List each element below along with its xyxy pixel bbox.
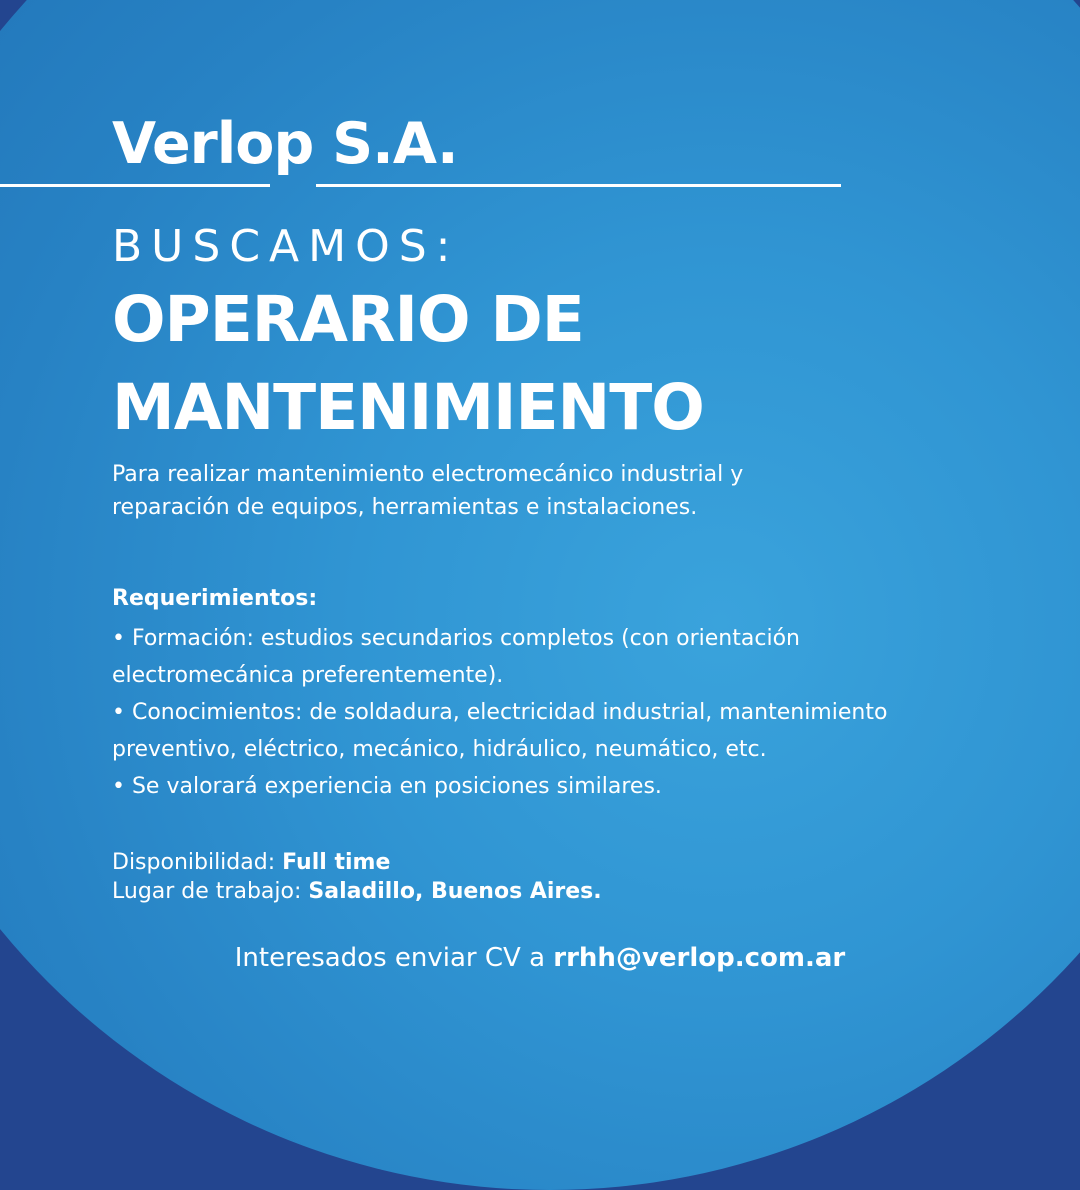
requirement-line: • Conocimientos: de soldadura, electricidad industrial, mantenimiento xyxy=(112,700,888,725)
contact-line xyxy=(0,940,1080,976)
brand-underline-right xyxy=(316,184,841,187)
brand-underline-left xyxy=(0,184,270,187)
job-title-line-2: MANTENIMIENTO xyxy=(112,371,704,444)
description-line-2: reparación de equipos, herramientas e instalaciones. xyxy=(112,495,698,520)
availability-label: Disponibilidad: xyxy=(112,850,276,875)
job-details xyxy=(112,848,602,906)
requirements-heading: Requerimientos: xyxy=(112,586,318,611)
requirement-line: • Se valorará experiencia en posiciones similares. xyxy=(112,774,662,799)
kicker-text: BUSCAMOS: xyxy=(112,221,460,272)
location-label: Lugar de trabajo: xyxy=(112,879,302,904)
description-line-1: Para realizar mantenimiento electromecánico industrial y xyxy=(112,462,744,487)
contact-email: rrhh@verlop.com.ar xyxy=(553,943,846,973)
brand-name: Verlop S.A. xyxy=(112,111,458,177)
requirement-line: preventivo, eléctrico, mecánico, hidráulico, neumático, etc. xyxy=(112,737,767,762)
requirement-line: electromecánica preferentemente). xyxy=(112,663,504,688)
availability-row xyxy=(112,848,602,877)
job-title-line-1: OPERARIO DE xyxy=(112,283,584,356)
location-row xyxy=(112,877,602,906)
requirement-line: • Formación: estudios secundarios completos (con orientación xyxy=(112,626,800,651)
location-value: Saladillo, Buenos Aires. xyxy=(308,879,602,904)
job-title xyxy=(112,276,1012,452)
requirements-list xyxy=(112,620,1012,805)
contact-text: Interesados enviar CV a xyxy=(234,943,546,973)
availability-value: Full time xyxy=(282,850,391,875)
job-description xyxy=(112,458,912,524)
